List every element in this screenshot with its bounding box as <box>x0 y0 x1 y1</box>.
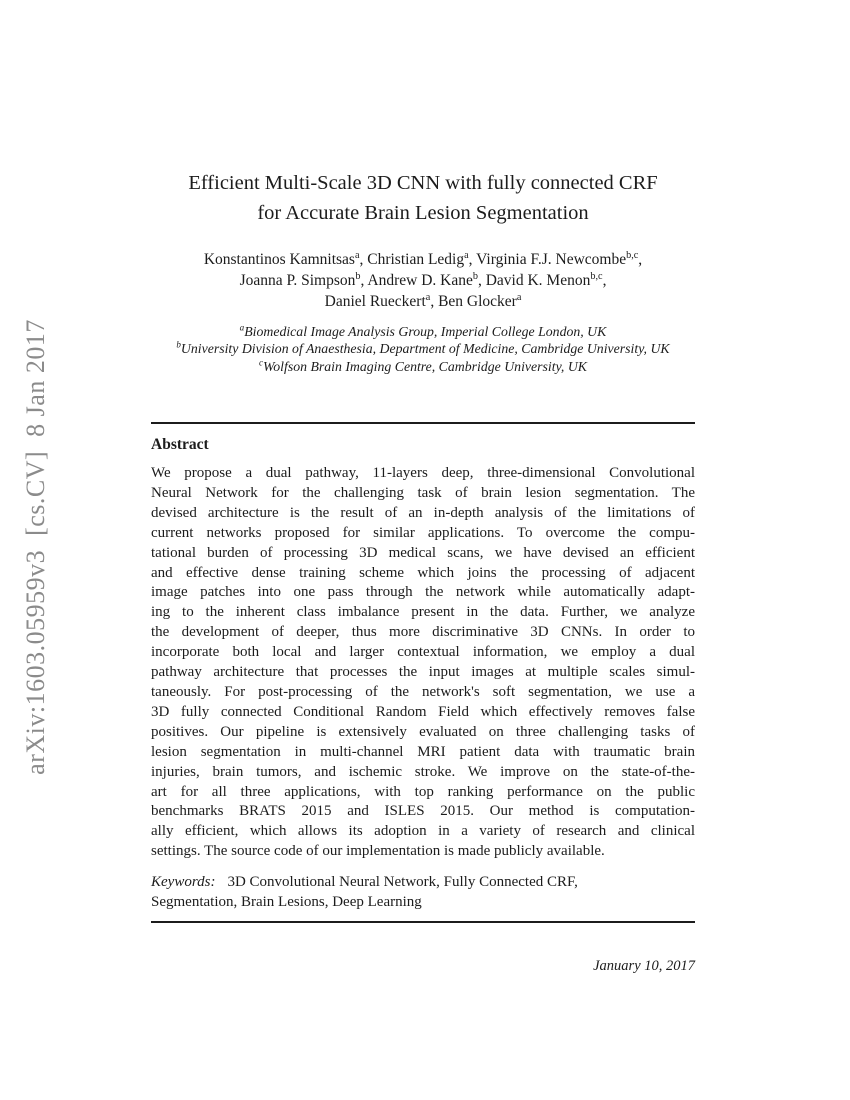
text-line: Joanna P. Simpson$^b$, Andrew D. Kane$^b$, David K. Menon$^{b,c}$, <box>239 270 607 289</box>
text-line: We propose a dual pathway, 11-layers deep, three-dimensional Convolutional <box>151 465 695 481</box>
text-line: benchmarks BRATS 2015 and ISLES 2015. Our method is computation- <box>151 803 695 820</box>
text-line: positives. Our pipeline is extensively evaluated on three challenging tasks of <box>151 723 695 740</box>
text-line: Konstantinos Kamnitsas$^a$, Christian Ledig$^a$, Virginia F.J. Newcombe$^{b,c}$, <box>203 249 643 268</box>
keywords-section <box>151 872 695 912</box>
affiliation-list <box>151 323 695 375</box>
text-line: 3D fully connected Conditional Random Field which effectively removes false <box>151 703 695 720</box>
text-line: and effective dense training scheme which joins the processing of adjacent <box>151 564 695 581</box>
keywords-text-1: 3D Convolutional Neural Network, Fully Connected CRF, <box>227 874 578 890</box>
abstract-rule-top <box>151 422 695 424</box>
text-line: settings. The source code of our implementation is made publicly available. <box>151 843 605 860</box>
text-line: image patches into one pass through the network while automatically adapt- <box>151 584 695 601</box>
text-line: tational burden of processing 3D medical scans, we have devised an efficient <box>151 544 695 561</box>
text-line: devised architecture is the result of an in-depth analysis of the limitations of <box>151 504 695 521</box>
text-line: taneously. For post-processing of the network's soft segmentation, we use a <box>151 683 695 700</box>
text-line: $^c$Wolfson Brain Imaging Centre, Cambridge University, UK <box>258 357 587 374</box>
text-line: ing to the inherent class imbalance present in the data. Further, we analyze <box>151 604 695 621</box>
arxiv-stamp: arXiv:1603.05959v3 [cs.CV] 8 Jan 2017 <box>21 319 50 775</box>
paper-title <box>151 168 695 228</box>
abstract-heading: Abstract <box>151 436 209 453</box>
abstract-text <box>151 464 695 862</box>
text-line: art for all three applications, with top ranking performance on the public <box>151 783 695 800</box>
keywords-label: Keywords: <box>151 874 216 890</box>
keywords-text-2: Segmentation, Brain Lesions, Deep Learning <box>151 894 422 911</box>
text-line: for Accurate Brain Lesion Segmentation <box>257 202 589 224</box>
text-line: Daniel Rueckert$^a$, Ben Glocker$^a$ <box>324 291 522 310</box>
text-line: lesion segmentation in multi-channel MRI patient data with traumatic brain <box>151 743 695 760</box>
text-line: injuries, brain tumors, and ischemic stroke. We improve on the state-of-the- <box>151 763 695 780</box>
text-line: current networks proposed for similar applications. To overcome the compu- <box>151 524 695 541</box>
text-line: Neural Network for the challenging task of brain lesion segmentation. The <box>151 484 695 501</box>
text-line: Efficient Multi-Scale 3D CNN with fully connected CRF <box>188 172 658 194</box>
keywords-line <box>151 872 695 892</box>
text-line: ally efficient, which allows its adoption in a variety of research and clinical <box>151 823 695 840</box>
paper-content <box>151 0 695 1100</box>
text-line: $^b$University Division of Anaesthesia, Department of Medicine, Cambridge University, UK <box>176 339 670 357</box>
text-line: pathway architecture that processes the input images at multiple scales simul- <box>151 664 695 681</box>
author-list <box>151 250 695 312</box>
text-line: $^a$Biomedical Image Analysis Group, Imperial College London, UK <box>239 322 607 339</box>
text-line: incorporate both local and larger contextual information, we employ a dual <box>151 644 695 661</box>
date-line: January 10, 2017 <box>593 958 695 974</box>
footer-rule <box>151 921 695 923</box>
text-line: the development of deeper, thus more discriminative 3D CNNs. In order to <box>151 624 695 641</box>
